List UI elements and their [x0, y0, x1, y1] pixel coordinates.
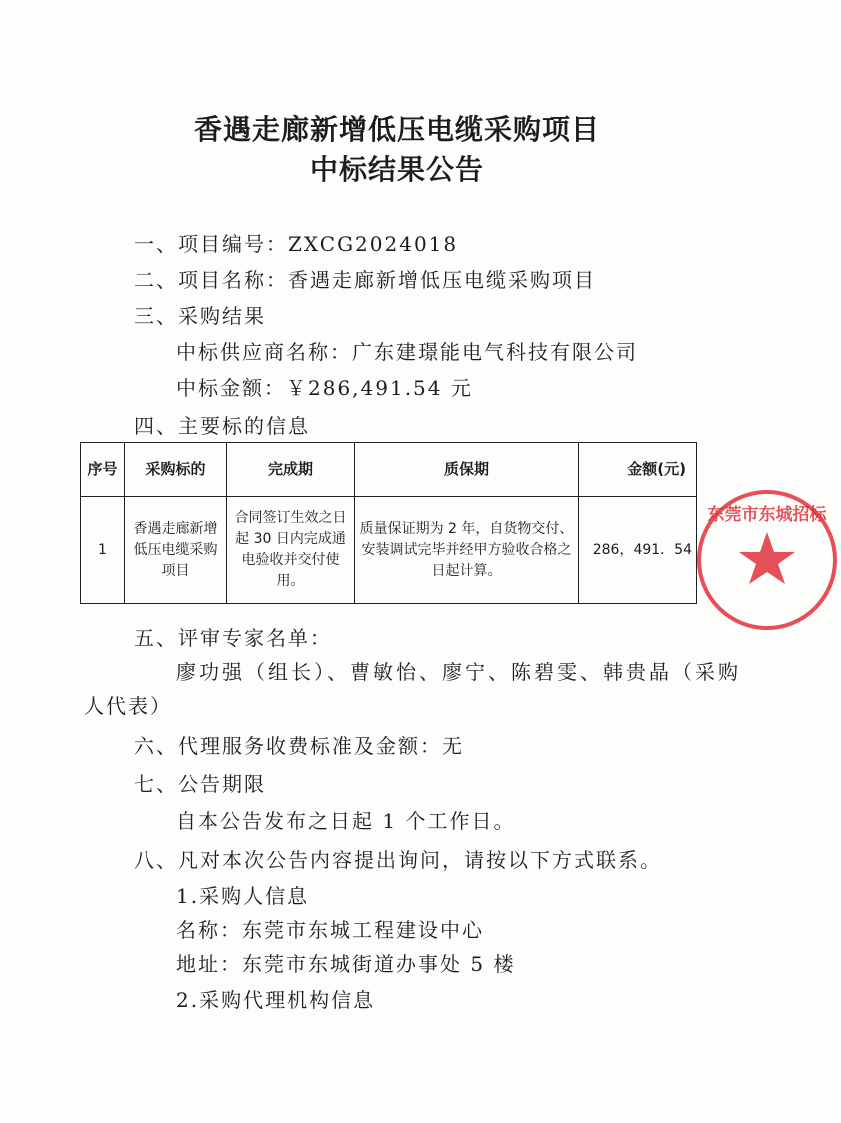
table-header-row [81, 443, 697, 497]
document-subtitle: 中标结果公告 [309, 153, 484, 186]
section-experts: 五、评审专家名单： [134, 626, 332, 650]
table-row [81, 497, 697, 604]
cell-period: 合同签订生效之日起 30 日内完成通电验收并交付使用。 [227, 497, 355, 604]
purchaser-info-heading: 1.采购人信息 [176, 884, 310, 908]
main-items-table [80, 442, 697, 604]
notice-period-text: 自本公告发布之日起 1 个工作日。 [176, 809, 516, 833]
purchaser-address: 地址：东莞市东城街道办事处 5 楼 [176, 952, 516, 976]
purchaser-name: 名称：东莞市东城工程建设中心 [176, 918, 484, 942]
cell-warranty: 质量保证期为 2 年，自货物交付、安装调试完毕并经甲方验收合格之日起计算。 [355, 497, 579, 604]
cell-no: 1 [81, 497, 125, 604]
header-no: 序号 [81, 443, 125, 497]
section-procurement-result: 三、采购结果 [134, 304, 266, 328]
project-name: 二、项目名称：香遇走廊新增低压电缆采购项目 [134, 268, 596, 292]
project-number: 一、项目编号：ZXCG2024018 [134, 232, 459, 256]
header-warranty: 质保期 [355, 443, 579, 497]
section-main-items: 四、主要标的信息 [134, 414, 310, 438]
experts-list-line2: 人代表） [84, 694, 172, 718]
document-title: 香遇走廊新增低压电缆采购项目 [193, 113, 600, 146]
section-agency-fee: 六、代理服务收费标准及金额：无 [134, 734, 464, 758]
section-notice-period: 七、公告期限 [134, 772, 266, 796]
header-item: 采购标的 [125, 443, 227, 497]
cell-amount: 286，491．54 [579, 497, 697, 604]
header-period: 完成期 [227, 443, 355, 497]
section-contact: 八、凡对本次公告内容提出询问，请按以下方式联系。 [134, 848, 662, 872]
winning-supplier: 中标供应商名称：广东建璟能电气科技有限公司 [176, 340, 638, 364]
agency-info-heading: 2.采购代理机构信息 [176, 988, 376, 1012]
cell-item: 香遇走廊新增低压电缆采购项目 [125, 497, 227, 604]
seal-text: 东莞市东城招标 [707, 505, 827, 525]
official-seal [693, 486, 841, 634]
winning-amount: 中标金额：￥286,491.54 元 [176, 376, 473, 400]
experts-list-line1: 廖功强（组长）、曹敏怡、廖宁、陈碧雯、韩贵晶（采购 [176, 660, 741, 684]
header-amount: 金额(元) [579, 443, 697, 497]
